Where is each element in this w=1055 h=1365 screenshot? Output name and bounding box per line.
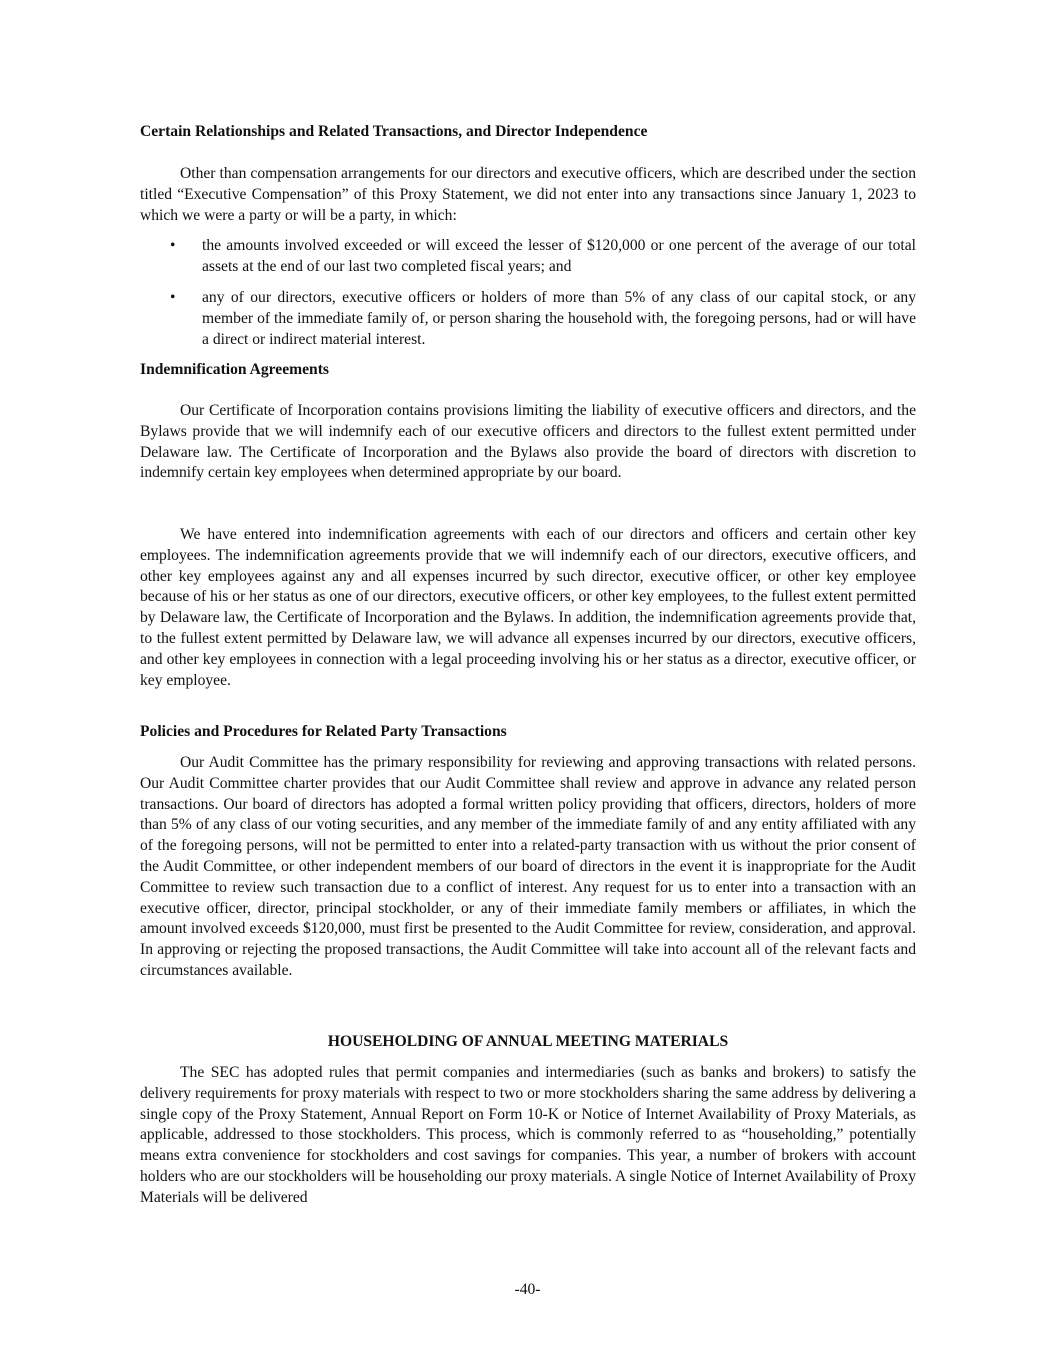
bullet-icon: • — [170, 237, 176, 254]
section-heading-indemnification: Indemnification Agreements — [140, 361, 329, 378]
bullet-item — [140, 288, 916, 350]
indemnification-paragraph-2: We have entered into indemnification agreements with each of our directors and officers and certain other key employees. The indemnification agreements provide that we will indemnify each of our directors, executive officers, and other key employees against any and all expenses incurred by such director, executive officer, or other key employee because of his or her status as one of our directors, executive officers, or other key employees, to the fullest extent permitted by Delaware law, the Certificate of Incorporation and the Bylaws. In addition, the indemnification agreements provide that, to the fullest extent permitted by Delaware law, we will advance all expenses incurred by our directors, executive officers, and other key employees in connection with a legal proceeding involving his or her status as a director, executive officer, or key employee. — [140, 526, 916, 689]
bullet-icon: • — [170, 289, 176, 306]
bullet-text: any of our directors, executive officers or holders of more than 5% of any class of our capital stock, or any member of the immediate family of, or person sharing the household with, the foregoing persons, had or will have a direct or indirect material interest. — [202, 289, 916, 348]
bullet-text: the amounts involved exceeded or will exceed the lesser of $120,000 or one percent of the average of our total assets at the end of our last two completed fiscal years; and — [202, 237, 916, 275]
bullet-item — [140, 236, 916, 278]
indemnification-paragraph-1: Our Certificate of Incorporation contains provisions limiting the liability of executive officers and directors, and the Bylaws provide that we will indemnify each of our executive officers and directors to the fullest extent permitted under Delaware law. The Certificate of Incorporation and the Bylaws also provide the board of directors with discretion to indemnify certain key employees when determined appropriate by our board. — [140, 402, 916, 482]
section-heading-householding: HOUSEHOLDING OF ANNUAL MEETING MATERIALS — [327, 1033, 729, 1050]
householding-paragraph: The SEC has adopted rules that permit companies and intermediaries (such as banks and brokers) to satisfy the delivery requirements for proxy materials with respect to two or more stockholders sharing the same address by delivering a single copy of the Proxy Statement, Annual Report on Form 10-K or Notice of Internet Availability of Proxy Materials, as applicable, addressed to those stockholders. This process, which is commonly referred to as “householding,” potentially means extra convenience for stockholders and cost savings for companies. This year, a number of brokers with account holders who are our stockholders will be householding our proxy materials. A single Notice of Internet Availability of Proxy Materials will be delivered — [140, 1064, 916, 1206]
related-intro-paragraph: Other than compensation arrangements for our directors and executive officers, which are described under the section titled “Executive Compensation” of this Proxy Statement, we did not enter into any transactions since January 1, 2023 to which we were a party or will be a party, in which: — [140, 165, 916, 224]
policies-paragraph: Our Audit Committee has the primary responsibility for reviewing and approving transactions with related persons. Our Audit Committee charter provides that our Audit Committee shall review and approve in advance any related person transactions. Our board of directors has adopted a formal written policy providing that officers, directors, holders of more than 5% of any class of our voting securities, and any member of the immediate family of and any entity affiliated with any of the foregoing persons, will not be permitted to enter into a related-party transaction with us without the prior consent of the Audit Committee, or other independent members of our board of directors in the event it is inappropriate for the Audit Committee to review such transaction due to a conflict of interest. Any request for us to enter into a transaction with an executive officer, director, principal stockholder, or any of their immediate family members or affiliates, in which the amount involved exceeds $120,000, must first be presented to the Audit Committee for review, consideration, and approval. In approving or rejecting the proposed transactions, the Audit Committee will take into account all of the relevant facts and circumstances available. — [140, 754, 916, 979]
section-heading-related-transactions: Certain Relationships and Related Transactions, and Director Independence — [140, 123, 648, 140]
section-heading-policies: Policies and Procedures for Related Party Transactions — [140, 723, 507, 740]
page-number: -40- — [514, 1281, 541, 1298]
